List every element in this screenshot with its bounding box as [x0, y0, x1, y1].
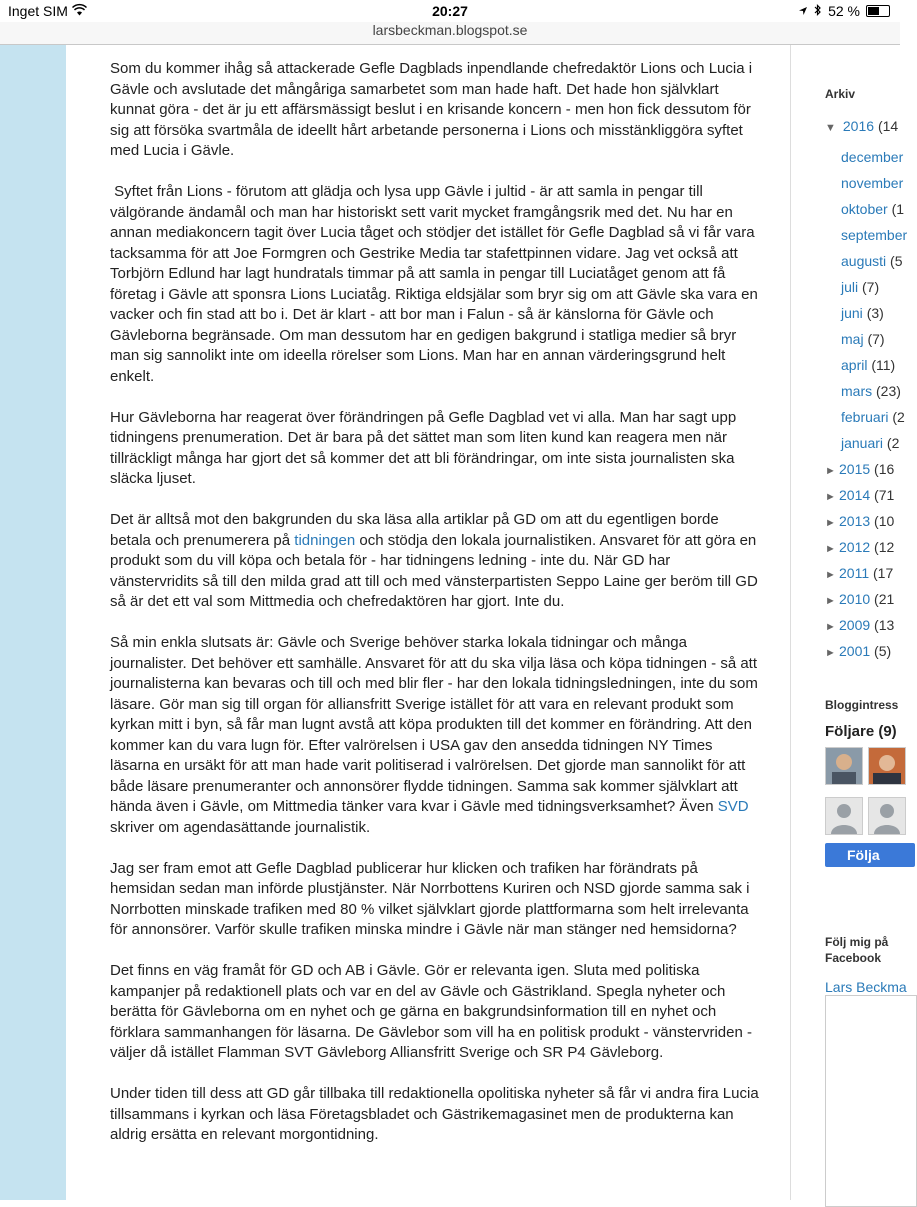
follower-avatar[interactable] — [868, 747, 906, 785]
address-bar[interactable] — [0, 22, 900, 45]
archive-year-item[interactable] — [825, 591, 894, 607]
archive-month-link[interactable]: november — [841, 175, 904, 191]
archive-month-count: (7) — [862, 279, 880, 295]
triangle-right-icon[interactable]: ► — [825, 621, 836, 633]
archive-month-count: (2 — [886, 435, 900, 451]
archive-year-count: (10 — [874, 513, 895, 529]
bluetooth-icon — [814, 3, 822, 19]
archive-year-link[interactable]: 2016 — [842, 118, 875, 134]
archive-month-item[interactable] — [841, 409, 905, 425]
archive-year-link[interactable]: 2013 — [839, 513, 871, 529]
archive-month-item[interactable] — [841, 227, 907, 243]
archive-year-count: (16 — [874, 461, 895, 477]
triangle-right-icon[interactable]: ► — [825, 647, 836, 659]
paragraph-5-text-b: skriver om agendasättande journalistik. — [110, 818, 371, 836]
archive-month-link[interactable]: juni — [841, 305, 863, 321]
paragraph-2: Syftet från Lions - förutom att glädja och lysa upp Gävle i jultid - är att samla in pengar till välgörande ändamål och man har historiskt sett varit mycket framgångsrik med det. Nu har en annan mediakoncern tagit över Lucia tåget och stödjer det istället för Gefle Dagblad så vi får vara tacksamma för att Joe Formgren och Gestrike Media tar stafettpinnen vidare. Jag vet också att Torbjörn Edlund har lagt hundratals timmar på att samla in pengar till Luciatåget genom att få företag i Gävle att sponsra Lions Luciatåg. Riktiga eldsjälar som bryr sig om att Gävle ska vara en vacker och fin stad att bo i. Det är klart - att bor man i Falun - så är känslorna för Gävle och Gävleborna begränsade. Om man dessutom har en gedigen bakgrund i statliga medier så bryr man sig sannolikt inte om ideella rörelser som Lions. Man har en annan värderingsgrund helt enkelt. — [110, 183, 762, 385]
archive-month-link[interactable]: februari — [841, 409, 889, 425]
clock: 20:27 — [432, 3, 468, 19]
archive-month-link[interactable]: oktober — [841, 201, 888, 217]
archive-year-link[interactable]: 2014 — [839, 487, 871, 503]
archive-month-item[interactable] — [841, 383, 901, 399]
archive-year-link[interactable]: 2015 — [839, 461, 871, 477]
archive-year-item[interactable] — [825, 539, 894, 555]
article-text — [110, 59, 760, 1166]
triangle-right-icon[interactable]: ► — [825, 517, 836, 529]
facebook-link[interactable]: Lars Beckma — [825, 979, 907, 995]
archive-month-count: (11) — [871, 357, 896, 373]
url-text[interactable]: larsbeckman.blogspot.se — [372, 22, 528, 38]
archive-month-count: (5 — [890, 253, 903, 269]
carrier-label: Inget SIM — [8, 3, 68, 19]
archive-month-item[interactable] — [841, 279, 879, 295]
interests-title: Bloggintress — [825, 698, 899, 712]
archive-month-link[interactable]: april — [841, 357, 868, 373]
archive-month-count: (2 — [892, 409, 905, 425]
paragraph-4-text-a: Det är alltså mot den bakgrunden du ska läsa alla artiklar på GD om att du egentligen borde betala och prenumerera på — [110, 511, 719, 549]
archive-year-2016[interactable] — [825, 118, 898, 134]
follower-avatar[interactable] — [868, 797, 906, 835]
archive-month-count: (1 — [891, 201, 905, 217]
link-tidningen[interactable]: tidningen — [294, 531, 356, 549]
archive-year-count: (5) — [874, 643, 892, 659]
followers-title: Följare (9) — [825, 723, 897, 740]
archive-year-link[interactable]: 2012 — [839, 539, 871, 555]
page-background-strip — [0, 45, 66, 1200]
follower-avatar[interactable] — [825, 747, 863, 785]
archive-year-count: (12 — [874, 539, 895, 555]
triangle-right-icon[interactable]: ► — [825, 465, 836, 477]
archive-year-item[interactable] — [825, 617, 894, 633]
sidebar — [790, 45, 908, 1200]
archive-month-item[interactable] — [841, 357, 895, 373]
paragraph-3: Hur Gävleborna har reagerat över förändringen på Gefle Dagblad vet vi alla. Man har sagt upp tidningens prenumeration. Det är bara på det sättet man som liten kund kan reagera men när tillräckligt många har gjort det så kommer det att bli förändringar, om inte sista journalisten ska släcka ljuset. — [110, 408, 737, 487]
archive-month-count: (23) — [876, 383, 901, 399]
archive-month-count: (7) — [867, 331, 885, 347]
archive-month-count: (3) — [866, 305, 884, 321]
paragraph-1: Som du kommer ihåg så attackerade Gefle Dagblads inpendlande chefredaktör Lions och Lucia i Gävle och avslutade det mångåriga samarbetet som man hade haft. Det hade hon självklart kunnat göra - det är ju ett affärsmässigt beslut i en krisande koncern - men hon fick dessutom för sig att försöka svartmåla de ideellt hårt arbetande personerna i Lions och misstänkliggöra syftet med Lucia i Gävle. — [110, 60, 753, 159]
archive-month-item[interactable] — [841, 149, 903, 165]
archive-month-item[interactable] — [841, 305, 884, 321]
facebook-title: Följ mig på Facebook — [825, 935, 889, 965]
archive-year-count: (71 — [874, 487, 895, 503]
archive-month-item[interactable] — [841, 253, 903, 269]
battery-icon — [866, 5, 890, 17]
post-body — [66, 45, 790, 1200]
triangle-right-icon[interactable]: ► — [825, 491, 836, 503]
archive-year-item[interactable] — [825, 513, 894, 529]
archive-year-item[interactable] — [825, 487, 894, 503]
archive-month-item[interactable] — [841, 175, 903, 191]
paragraph-6: Jag ser fram emot att Gefle Dagblad publicerar hur klicken och trafiken har förändrats på hemsidan sedan man införde plustjänster. När Norrbottens Kuriren och NSD gjorde samma sak i Norrbotten minskade trafiken med 80 % vilket självklart gjorde plattformarna som helt irrelevanta för annonsörer. Varför skulle trafiken minska mindre i Gävle när man stänger ned hemsidorna? — [110, 859, 750, 938]
archive-year-link[interactable]: 2011 — [839, 565, 870, 581]
archive-month-link[interactable]: september — [841, 227, 908, 243]
archive-month-link[interactable]: maj — [841, 331, 864, 347]
status-bar — [0, 0, 900, 22]
paragraph-5 — [110, 633, 760, 838]
paragraph-8: Under tiden till dess att GD går tillbaka till redaktionella opolitiska nyheter så får vi andra fira Lucia tillsammans i kyrkan och läsa Företagsbladet och Gästrikemagasinet men de produkterna kan aldrig ersätta en relevant morgontidning. — [110, 1085, 759, 1143]
paragraph-5-text-a: Så min enkla slutsats är: Gävle och Sverige behöver starka lokala tidningar och många journalister. Det behöver ett samhälle. Ansvaret för att du ska vilja läsa och köpa tidningen - så att journalisterna kan bevaras och till och med blir fler - har den lokala tidningsledningen, inte du som läsare. Gör man sig till organ för alliansfritt Sverige istället för att vara en relevant produkt som kyrkan mitt i byn, så får man lugnt avstå att köpa produkten till det kommer en förändring. Att den kommer kan du vara lugn för. Efter valrörelsen i USA gav den ansedda tidningen NY Times läsarna en ursäkt för att man hade varit politiserad i valrörelsen. Det gjorde man sannolikt för att både läsare prenumeranter och annonsörer flydde tidningen. Samma sak kommer självklart att hända även i Gävle, om Mittmedia tänker vara kvar i Gävle med tidningsverksamhet? Även — [110, 634, 758, 815]
battery-percent: 52 % — [828, 3, 860, 19]
archive-year-count: (17 — [873, 565, 894, 581]
archive-title: Arkiv — [825, 87, 856, 101]
location-icon — [798, 3, 808, 19]
facebook-link-row[interactable] — [825, 979, 907, 995]
triangle-right-icon[interactable]: ► — [825, 543, 836, 555]
battery-level — [868, 7, 879, 15]
archive-month-item[interactable] — [841, 201, 904, 217]
archive-month-link[interactable]: augusti — [841, 253, 887, 269]
archive-month-link[interactable]: december — [841, 149, 904, 165]
archive-year-link[interactable]: 2001 — [839, 643, 871, 659]
archive-year-count: (13 — [874, 617, 895, 633]
triangle-right-icon[interactable]: ► — [825, 569, 836, 581]
follow-button[interactable]: Följa — [825, 843, 915, 867]
triangle-right-icon[interactable]: ► — [825, 595, 836, 607]
facebook-widget — [825, 995, 917, 1207]
archive-year-count: (21 — [874, 591, 895, 607]
link-svd[interactable]: SVD — [717, 798, 749, 815]
paragraph-7: Det finns en väg framåt för GD och AB i Gävle. Gör er relevanta igen. Sluta med politiska kampanjer på redaktionell plats och var en del av Gävle och Gästrikland. Spegla nyheter och berätta för Gävleborna om en nyhet och ge gärna en bakgrundsinformation till en nyhet och förklara sammanhangen för läsarna. De Gävlebor som vill ha en politisk produkt - vänstervriden - väljer då istället Flamman SVT Gävleborg Alliansfritt Sverige och SR P4 Gävleborg. — [110, 962, 752, 1061]
archive-month-item[interactable] — [841, 435, 899, 451]
archive-year-link[interactable]: 2010 — [839, 591, 871, 607]
paragraph-4-text-b: och stödja den lokala journalistiken. Ansvaret för att göra en produkt som du vill köpa och betala för - har tidningens ledning - inte du. När GD har vänstervridits så till den milda grad att till och med vänsterpartisten Seppo Laine ger beröm till GD så är det ett val som Mittmedia och chefredaktören har gjort. Inte du. — [110, 531, 758, 610]
archive-month-link[interactable]: januari — [841, 435, 884, 451]
archive-year-count: (14 — [877, 118, 899, 134]
archive-month-link[interactable]: mars — [841, 383, 873, 399]
status-right — [798, 3, 890, 19]
paragraph-4 — [110, 510, 760, 613]
archive-year-link[interactable]: 2009 — [839, 617, 871, 633]
archive-month-item[interactable] — [841, 331, 885, 347]
archive-year-item[interactable] — [825, 461, 894, 477]
triangle-down-icon[interactable]: ▼ — [825, 122, 836, 134]
archive-year-item[interactable] — [825, 643, 891, 659]
archive-month-link[interactable]: juli — [841, 279, 859, 295]
follower-avatar[interactable] — [825, 797, 863, 835]
archive-year-item[interactable] — [825, 565, 893, 581]
